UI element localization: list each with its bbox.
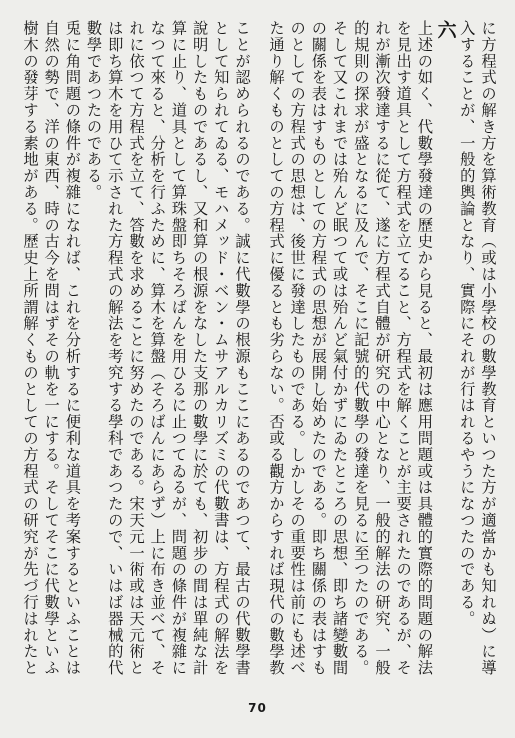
body-paragraph: 兎に角問題の條件が複雜になれば、これを分析するに便利な道具を考案するといふことは自然の勢で、洋の東西、時の古今を問はずその軌を一にする。そしてそこに代數學といふ樹木の發芽する素地がある。歷史上所謂解くものとしての方程式の研究が先づ行はれたと xyxy=(20,20,82,676)
right-text-block xyxy=(266,20,498,690)
page-number: 70 xyxy=(248,701,267,715)
section-heading: 六 xyxy=(434,20,457,41)
body-paragraph: ことが認められるのである。誠に代數學の根源もここにあるのであつて、最古の代數學書として知られてゐる、モハメッド・ベン・ムサアルカリズミの代數書は、方程式の解法を說明したものであるし、又和算の根源をなした支那の數學に於ても、初步の間は單純な計算に止り、道具として算珠盤即ちそろばんを用ひるに止つてゐるが、問題の條件が複雜になつて來ると、分析を行ふために、算木を算盤（そろばんにあらず）上に布き並べて、それに依つて方程式を立て、答數を求めることに努めたのである。宋天元一術或は天元術とは即ち算木を用ひて示された方程式の解法を考究する學科であつたので、いはば器械的代數學であつたのである。 xyxy=(84,20,251,676)
body-paragraph: 上述の如く、代數學發達の歷史から見ると、最初は應用問題或は具體的實際的問題の解法を見出す道具として方程式を立てること、方程式を解くことが主要されたのであるが、それが漸次發達するに從て、遂に方程式自體が研究の中心となり、一般的解法の研究、一般的規則の探求が盛となるに及んで、そこに記號的代數學の發達を見るに至つたのである。そして又これまでは殆んど眠つて或は殆んど氣付かずにゐたところの思想、即ち諸變數間の關係を表はすものとしての方程式の思想が展開し始めたのである。即ち關係の表はすものとしての方程式の思想は、後世に發達したものである。しかしその重要性は前にも述べた通り解くものとしての方程式に優るとも劣らない。否或る觀方からすれば現代の數學教 xyxy=(266,20,434,676)
left-text-block xyxy=(20,20,252,690)
right-vertical-text xyxy=(266,20,498,690)
continuation-paragraph: に方程式の解き方を算術教育（或は小學校の數學教育といつた方が適當かも知れぬ）に導入することが、一般的輿論となり、實際にそれが行はれるやうになつたのである。 xyxy=(457,20,497,676)
left-vertical-text xyxy=(20,20,252,690)
